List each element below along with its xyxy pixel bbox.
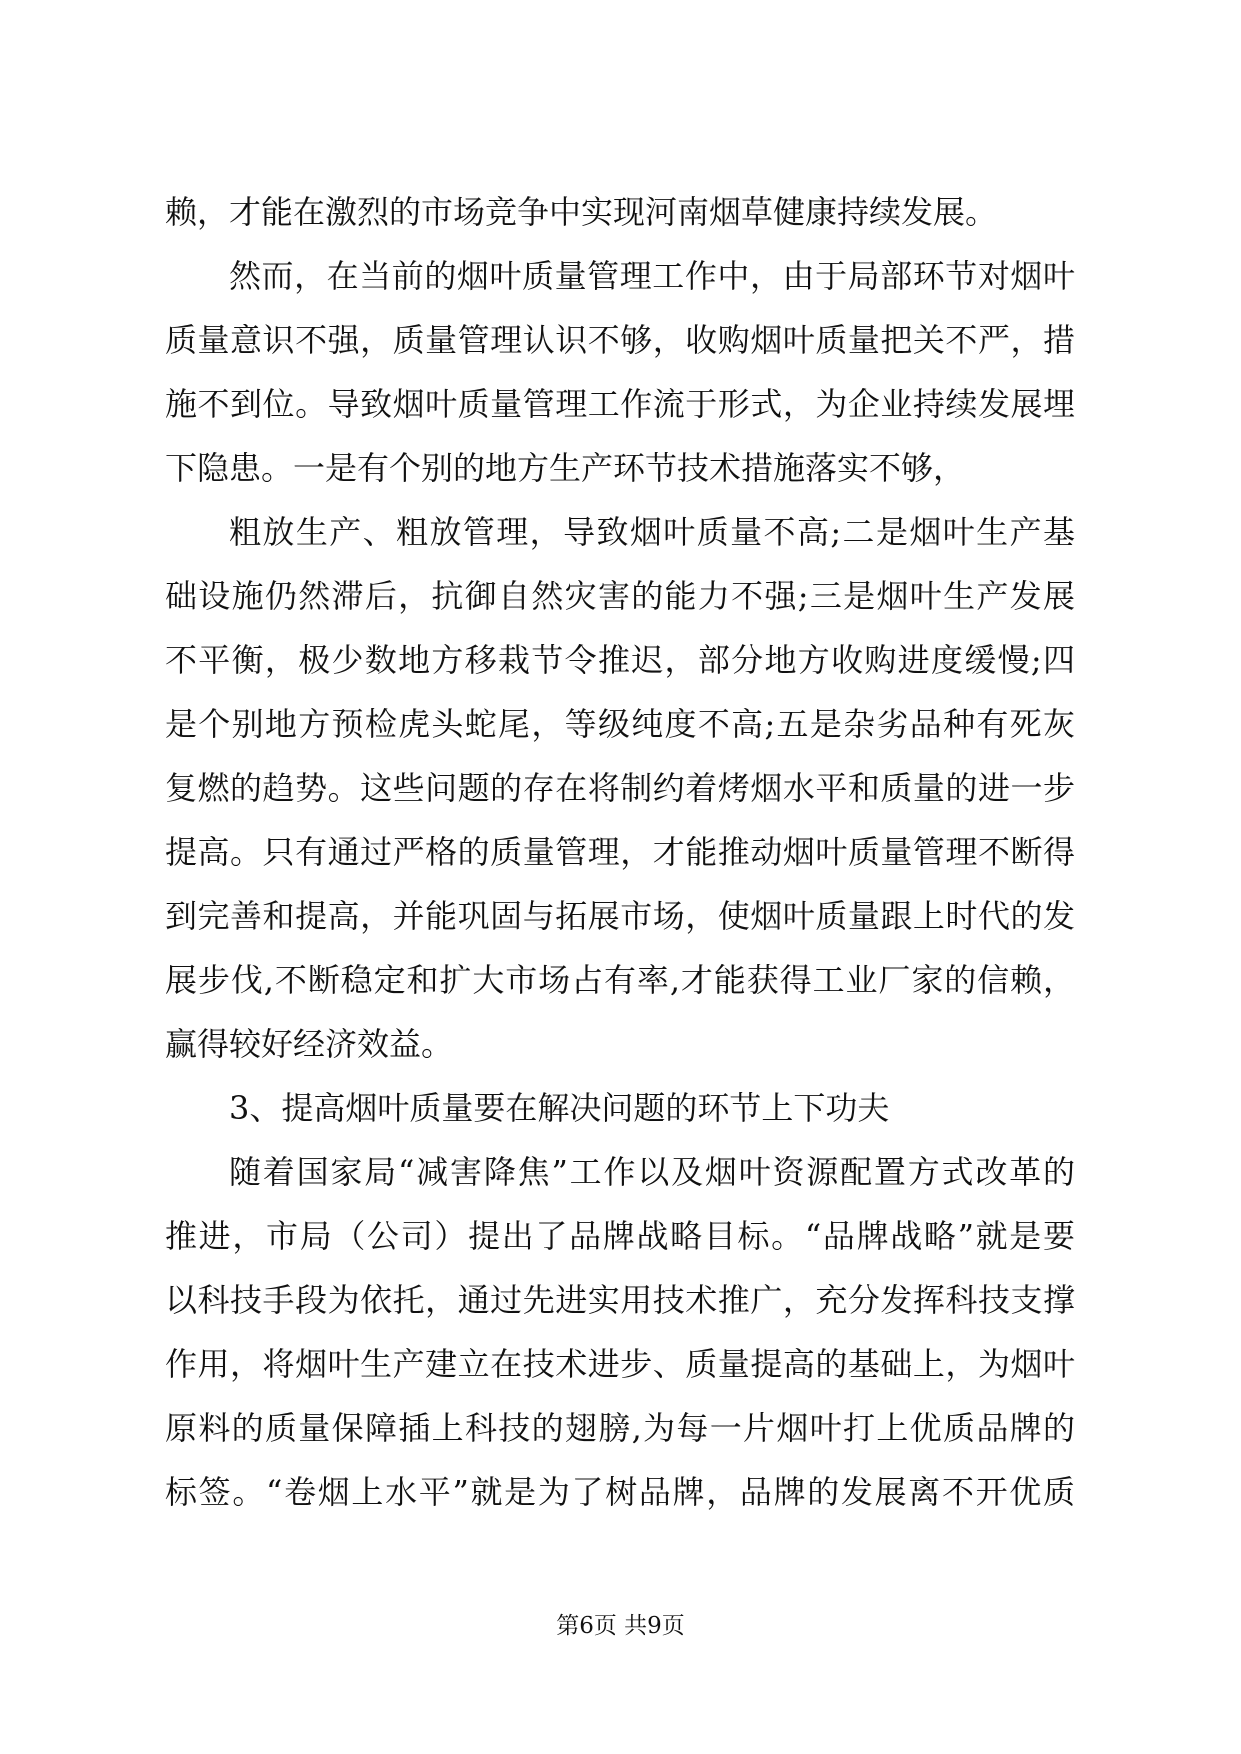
page-number-footer: 第6页 共9页	[556, 1613, 685, 1639]
text-line: 赢得较好经济效益。	[165, 1028, 454, 1063]
text-line: 赖，才能在激烈的市场竞争中实现河南烟草健康持续发展。	[165, 196, 998, 231]
text-line: 粗放生产、粗放管理，导致烟叶质量不高;二是烟叶生产基	[229, 516, 1075, 551]
text-line: 是个别地方预检虎头蛇尾，等级纯度不高;五是杂劣品种有死灰	[165, 708, 1075, 743]
text-line: 然而，在当前的烟叶质量管理工作中，由于局部环节对烟叶	[229, 260, 1075, 295]
text-line: 质量意识不强，质量管理认识不够，收购烟叶质量把关不严，措	[165, 324, 1075, 359]
text-line: 到完善和提高，并能巩固与拓展市场，使烟叶质量跟上时代的发	[165, 900, 1075, 935]
text-line: 随着国家局“减害降焦”工作以及烟叶资源配置方式改革的	[229, 1156, 1075, 1191]
text-line: 3、提高烟叶质量要在解决问题的环节上下功夫	[229, 1092, 890, 1127]
text-line: 作用，将烟叶生产建立在技术进步、质量提高的基础上，为烟叶	[165, 1348, 1075, 1383]
text-line: 展步伐,不断稳定和扩大市场占有率,才能获得工业厂家的信赖，	[165, 964, 1075, 999]
text-line: 复燃的趋势。这些问题的存在将制约着烤烟水平和质量的进一步	[165, 772, 1075, 807]
text-line: 提高。只有通过严格的质量管理，才能推动烟叶质量管理不断得	[165, 836, 1075, 871]
text-line: 推进，市局（公司）提出了品牌战略目标。“品牌战略”就是要	[165, 1220, 1075, 1255]
text-line: 原料的质量保障插上科技的翅膀,为每一片烟叶打上优质品牌的	[165, 1412, 1075, 1447]
text-line: 以科技手段为依托，通过先进实用技术推广，充分发挥科技支撑	[165, 1284, 1075, 1319]
text-line: 下隐患。一是有个别的地方生产环节技术措施落实不够，	[165, 452, 966, 487]
body-text	[165, 196, 1075, 1540]
text-line: 础设施仍然滞后，抗御自然灾害的能力不强;三是烟叶生产发展	[165, 580, 1075, 615]
text-line: 施不到位。导致烟叶质量管理工作流于形式，为企业持续发展埋	[165, 388, 1075, 423]
text-line: 不平衡，极少数地方移栽节令推迟，部分地方收购进度缓慢;四	[165, 644, 1075, 679]
text-line: 标签。“卷烟上水平”就是为了树品牌，品牌的发展离不开优质	[165, 1476, 1075, 1511]
